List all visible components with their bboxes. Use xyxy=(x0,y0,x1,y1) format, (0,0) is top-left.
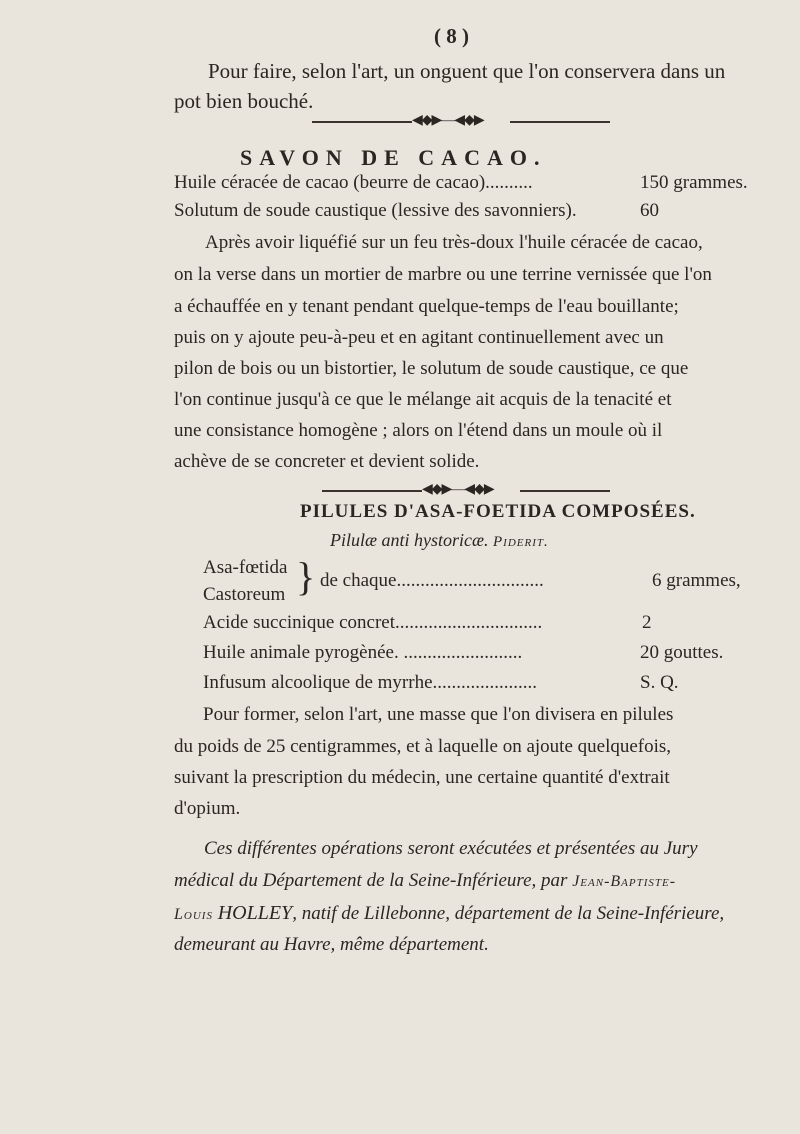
ingredient-qty: 60 xyxy=(640,200,659,221)
divider-ornament: ◀◆▶—◀◆▶ xyxy=(422,482,494,497)
intro-line-2: pot bien bouché. xyxy=(174,89,314,113)
ingredient-name: Infusum alcoolique de myrrhe...................... xyxy=(203,672,538,693)
author-name: Jean-Baptiste- xyxy=(572,873,677,890)
closing-line: Ces différentes opérations seront exécutées et présentées au Jury xyxy=(204,838,698,859)
paragraph-line: Pour former, selon l'art, une masse que l'on divisera en pilules xyxy=(203,704,674,725)
closing-text: , natif de Lillebonne, département de la Seine-Inférieure, xyxy=(292,903,725,924)
paragraph-line: puis on y ajoute peu-à-peu et en agitant continuellement avec un xyxy=(174,327,664,348)
ingredient-qty: 20 gouttes. xyxy=(640,642,724,663)
section-title-savon: SAVON DE CACAO. xyxy=(240,145,547,170)
paragraph-line: d'opium. xyxy=(174,798,241,819)
divider-ornament: ◀◆▶—◀◆▶ xyxy=(412,113,484,128)
paragraph-line: l'on continue jusqu'à ce que le mélange ait acquis de la tenacité et xyxy=(174,389,672,410)
page-number: ( 8 ) xyxy=(434,24,469,48)
paragraph-line: du poids de 25 centigrammes, et à laquelle on ajoute quelquefois, xyxy=(174,736,672,757)
author-surname: HOLLEY xyxy=(217,902,293,924)
divider-rule xyxy=(322,490,422,492)
paragraph-line: a échauffée en y tenant pendant quelque-temps de l'eau bouillante; xyxy=(174,296,679,317)
ingredient-qty: 150 grammes. xyxy=(640,172,748,193)
grouped-label: de chaque............................... xyxy=(320,570,544,591)
subtitle-author: Piderit. xyxy=(493,534,549,550)
closing-text: médical du Département de la Seine-Inférieure, par xyxy=(174,870,568,891)
grouped-item: Castoreum xyxy=(203,584,286,605)
intro-line-1: Pour faire, selon l'art, un onguent que l'on conservera dans un xyxy=(208,59,726,83)
grouped-item: Asa-fœtida xyxy=(203,557,288,578)
grouped-qty: 6 grammes, xyxy=(652,570,741,591)
author-name: Louis xyxy=(174,906,213,923)
ingredient-name: Acide succinique concret............................... xyxy=(203,612,543,633)
subtitle-latin: Pilulæ anti hystoricæ. xyxy=(330,530,489,550)
ingredient-qty: S. Q. xyxy=(640,672,679,693)
paragraph-line: on la verse dans un mortier de marbre ou une terrine vernissée que l'on xyxy=(174,264,712,285)
closing-line: demeurant au Havre, même département. xyxy=(174,934,489,955)
brace: } xyxy=(296,554,316,599)
ingredient-qty: 2 xyxy=(642,612,652,633)
closing-line xyxy=(174,870,676,892)
pilules-subtitle xyxy=(330,530,549,551)
ingredient-name: Huile animale pyrogènée. ......................... xyxy=(203,642,523,663)
paragraph-line: achève de se concreter et devient solide. xyxy=(174,451,480,472)
divider-rule xyxy=(312,121,412,123)
paragraph-line: pilon de bois ou un bistortier, le solutum de soude caustique, ce que xyxy=(174,358,689,379)
closing-line xyxy=(174,902,724,925)
section-title-pilules: PILULES D'ASA-FOETIDA COMPOSÉES. xyxy=(300,501,696,522)
divider-rule xyxy=(520,490,610,492)
ingredient-name: Huile céracée de cacao (beurre de cacao).......... xyxy=(174,172,533,193)
paragraph-line: une consistance homogène ; alors on l'étend dans un moule où il xyxy=(174,420,663,441)
ingredient-name: Solutum de soude caustique (lessive des savonniers). xyxy=(174,200,577,221)
divider-rule xyxy=(510,121,610,123)
paragraph-line: Après avoir liquéfié sur un feu très-doux l'huile céracée de cacao, xyxy=(205,232,703,253)
paragraph-line: suivant la prescription du médecin, une certaine quantité d'extrait xyxy=(174,767,670,788)
